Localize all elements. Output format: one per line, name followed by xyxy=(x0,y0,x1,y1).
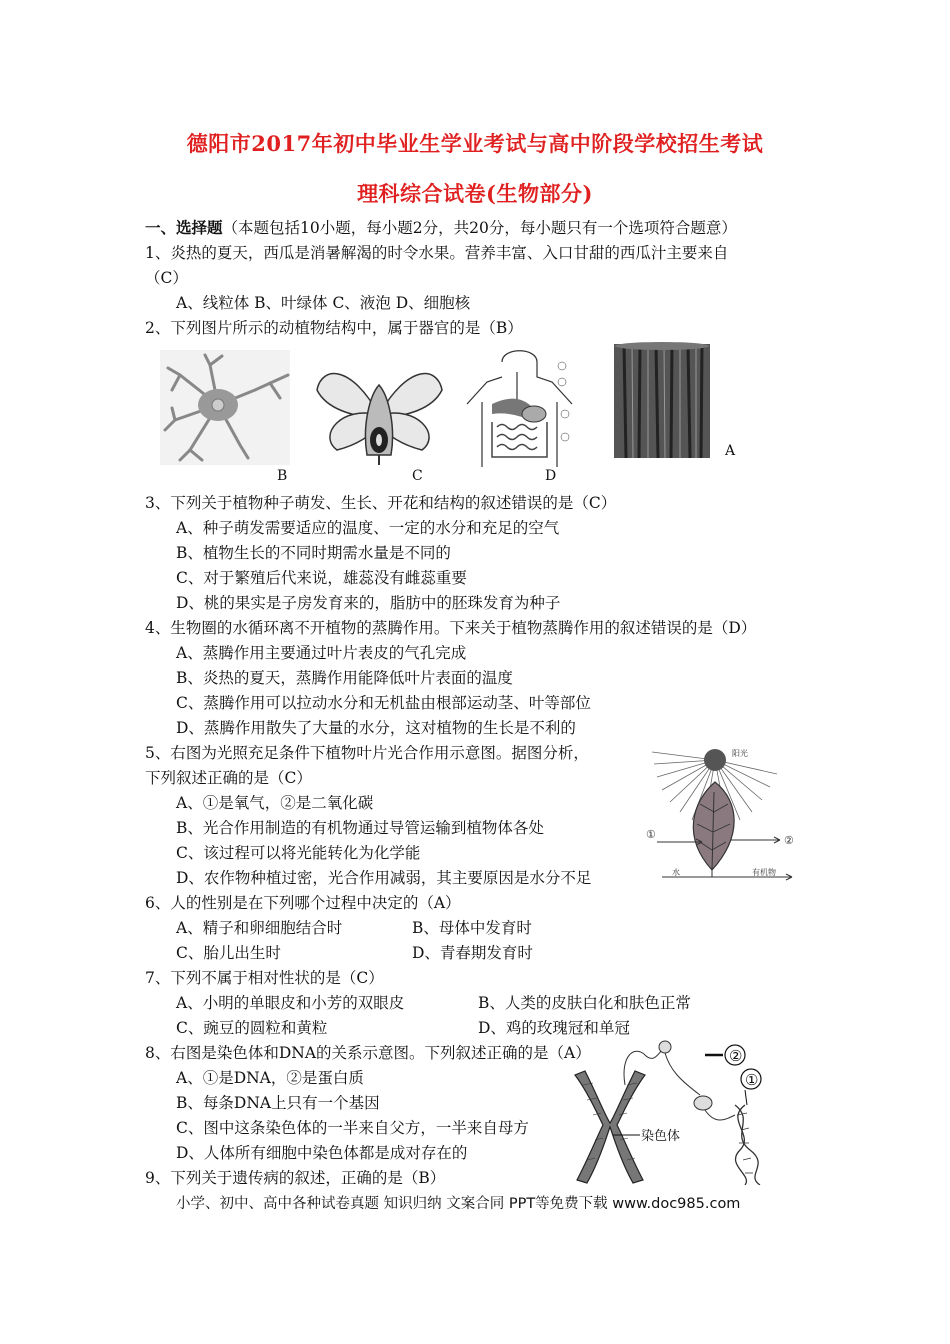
q6-option-d: D、青春期发育时 xyxy=(412,944,533,962)
q2-label-d: D xyxy=(545,468,557,484)
q9-stem: 9、下列关于遗传病的叙述，正确的是（B） xyxy=(145,1169,446,1187)
q2-stem: 2、下列图片所示的动植物结构中，属于器官的是（B） xyxy=(145,319,523,337)
q3-option-d: D、桃的果实是子房发育来的，脂肪中的胚珠发育为种子 xyxy=(176,594,561,612)
page-title: 德阳市2017年初中毕业生学业考试与高中阶段学校招生考试 xyxy=(186,131,764,156)
water-label: 水 xyxy=(672,868,680,877)
organic-label: 有机物 xyxy=(752,868,776,877)
q5-stem: 5、右图为光照充足条件下植物叶片光合作用示意图。据图分析， xyxy=(145,744,589,762)
q2-label-a: A xyxy=(725,443,736,459)
photo-label-2: ② xyxy=(784,834,794,847)
q7-stem: 7、下列不属于相对性状的是（C） xyxy=(145,969,384,987)
q7-option-c: C、豌豆的圆粒和黄粒 xyxy=(176,1019,328,1037)
q5-option-b: B、光合作用制造的有机物通过导管运输到植物体各处 xyxy=(176,819,544,837)
q3-option-c: C、对于繁殖后代来说，雄蕊没有雌蕊重要 xyxy=(176,569,467,587)
q2-label-b: B xyxy=(277,468,288,484)
q8-option-c: C、图中这条染色体的一半来自父方，一半来自母方 xyxy=(176,1119,529,1137)
q8-option-d: D、人体所有细胞中染色体都是成对存在的 xyxy=(176,1144,468,1162)
q1-options: A、线粒体 B、叶绿体 C、液泡 D、细胞核 xyxy=(176,294,471,312)
q5-option-a: A、①是氧气，②是二氧化碳 xyxy=(176,794,374,812)
dna-label-2: ② xyxy=(729,1047,743,1065)
photo-label-1: ① xyxy=(646,828,656,841)
q7-option-d: D、鸡的玫瑰冠和单冠 xyxy=(478,1019,630,1037)
q2-label-c: C xyxy=(412,468,423,484)
sunlight-label: 阳光 xyxy=(732,749,748,758)
q4-option-a: A、蒸腾作用主要通过叶片表皮的气孔完成 xyxy=(176,644,467,662)
section-note: （本题包括10小题，每小题2分，共20分，每小题只有一个选项符合题意） xyxy=(222,219,737,237)
chromosome-dna-figure xyxy=(565,1035,795,1185)
q7-option-b: B、人类的皮肤白化和肤色正常 xyxy=(478,994,691,1012)
footer-text: 小学、初中、高中各种试卷真题 知识归纳 文案合同 PPT等免费下载 www.doc985.com xyxy=(176,1196,741,1212)
photosynthesis-figure xyxy=(642,742,802,887)
section-heading: 一、选择题 xyxy=(145,218,223,237)
q6-option-c: C、胎儿出生时 xyxy=(176,944,281,962)
q4-option-b: B、炎热的夏天，蒸腾作用能降低叶片表面的温度 xyxy=(176,669,513,687)
page-subtitle: 理科综合试卷(生物部分) xyxy=(357,181,593,206)
section-header xyxy=(145,218,737,238)
q7-option-a: A、小明的单眼皮和小芳的双眼皮 xyxy=(176,994,405,1012)
q8-stem: 8、右图是染色体和DNA的关系示意图。下列叙述正确的是（A） xyxy=(145,1044,591,1062)
q4-option-d: D、蒸腾作用散失了大量的水分，这对植物的生长是不利的 xyxy=(176,719,576,737)
q5-option-d: D、农作物种植过密，光合作用减弱，其主要原因是水分不足 xyxy=(176,869,592,887)
q6-option-b: B、母体中发育时 xyxy=(412,919,532,937)
muscle-figure xyxy=(612,340,712,460)
q8-option-a: A、①是DNA，②是蛋白质 xyxy=(176,1069,364,1087)
q3-option-b: B、植物生长的不同时期需水量是不同的 xyxy=(176,544,451,562)
q4-stem: 4、生物圈的水循环离不开植物的蒸腾作用。下来关于植物蒸腾作用的叙述错误的是（D） xyxy=(145,619,757,637)
neuron-figure xyxy=(160,350,290,465)
q1-answer: （C） xyxy=(145,269,188,287)
q8-option-b: B、每条DNA上只有一个基因 xyxy=(176,1094,380,1112)
q1-stem: 1、炎热的夏天，西瓜是消暑解渴的时令水果。营养丰富、入口甘甜的西瓜汁主要来自 xyxy=(145,244,729,262)
q6-option-a: A、精子和卵细胞结合时 xyxy=(176,919,343,937)
q4-option-c: C、蒸腾作用可以拉动水分和无机盐由根部运动茎、叶等部位 xyxy=(176,694,591,712)
q3-option-a: A、种子萌发需要适应的温度、一定的水分和充足的空气 xyxy=(176,519,560,537)
chromosome-label: 染色体 xyxy=(641,1129,681,1144)
q5-stem-2: 下列叙述正确的是（C） xyxy=(145,769,312,787)
flower-figure xyxy=(312,345,447,465)
dna-label-1: ① xyxy=(745,1071,759,1089)
q5-option-c: C、该过程可以将光能转化为化学能 xyxy=(176,844,421,862)
q3-stem: 3、下列关于植物种子萌发、生长、开花和结构的叙述错误的是（C） xyxy=(145,494,617,512)
digestive-system-figure xyxy=(462,342,577,467)
q6-stem: 6、人的性别是在下列哪个过程中决定的（A） xyxy=(145,894,461,912)
